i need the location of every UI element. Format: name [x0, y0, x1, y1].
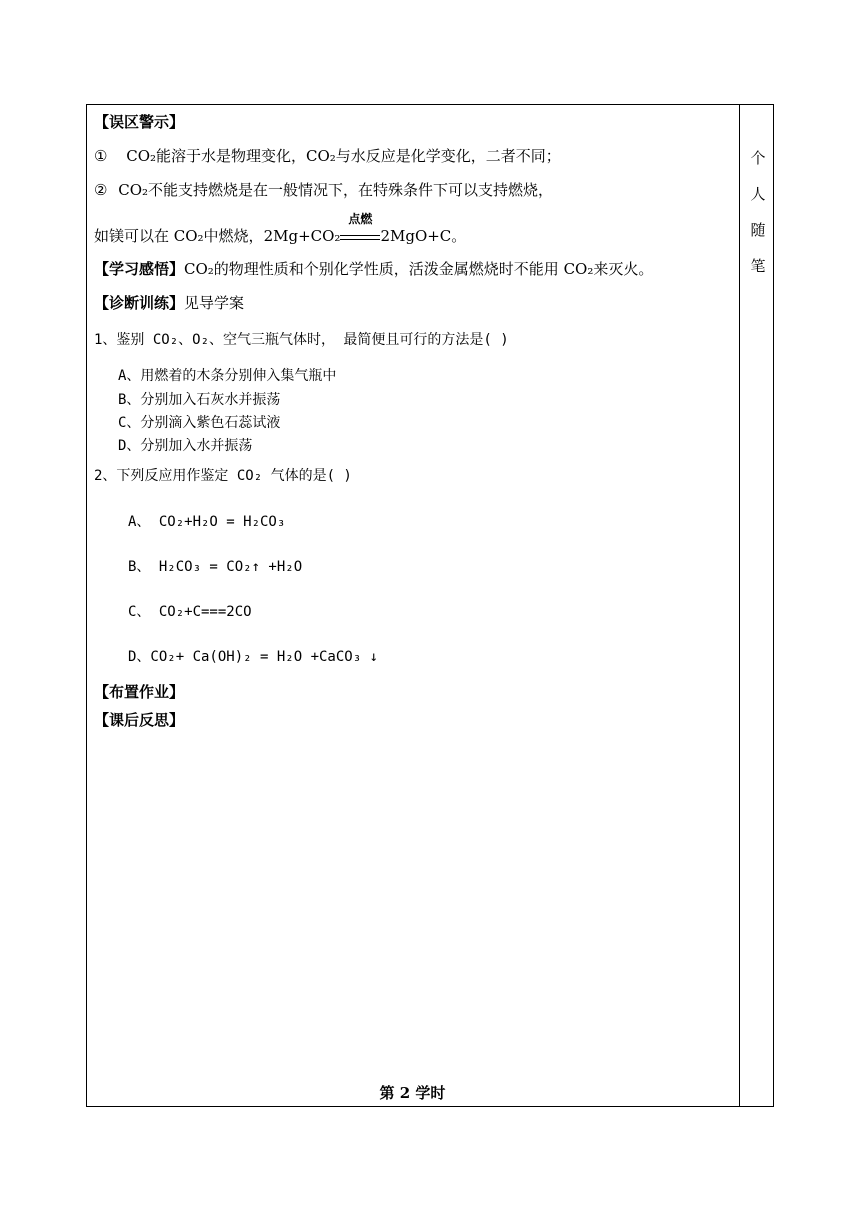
lesson-footer: 第 2 学时	[379, 1084, 446, 1102]
reaction-condition	[340, 212, 380, 247]
item-text: CO₂能溶于水是物理变化，CO₂与水反应是化学变化，二者不同；	[126, 147, 561, 165]
insight-title: 【学习感悟】	[94, 260, 185, 278]
insight-line	[94, 259, 653, 279]
question-1-stem: 1、鉴别 CO₂、O₂、空气三瓶气体时， 最简便且可行的方法是( )	[94, 332, 509, 348]
side-char: 人	[750, 185, 766, 203]
example-prefix: 如镁可以在 CO₂中燃烧，	[94, 227, 264, 245]
item-marker: ②	[94, 181, 108, 199]
side-char: 随	[750, 221, 766, 239]
item-text: CO₂不能支持燃烧是在一般情况下，在特殊条件下可以支持燃烧，	[118, 181, 554, 199]
question-1-option: A、用燃着的木条分别伸入集气瓶中	[118, 368, 337, 384]
warning-title: 【误区警示】	[94, 113, 185, 131]
question-2-option: C、 CO₂+C===2CO	[128, 604, 252, 620]
personal-notes-column	[745, 140, 771, 284]
item-marker: ①	[94, 147, 108, 165]
question-2-option: B、 H₂CO₃ = CO₂↑ +H₂O	[128, 559, 303, 575]
diagnosis-line	[94, 293, 244, 313]
question-2-option: D、CO₂+ Ca(OH)₂ = H₂O +CaCO₃ ↓	[128, 649, 379, 665]
side-char: 笔	[750, 257, 766, 275]
equation-right: 2MgO+C。	[380, 227, 467, 245]
question-1-option: D、分别加入水并振荡	[118, 438, 253, 454]
diagnosis-title: 【诊断训练】	[94, 294, 185, 312]
question-2-stem: 2、下列反应用作鉴定 CO₂ 气体的是( )	[94, 468, 352, 484]
question-1-option: C、分别滴入紫色石蕊试液	[118, 415, 281, 431]
condition-label: 点燃	[348, 212, 373, 226]
diagnosis-text: 见导学案	[184, 294, 245, 312]
reflection-title: 【课后反思】	[94, 711, 185, 729]
column-divider	[739, 104, 740, 1107]
warning-item-1	[94, 146, 561, 166]
side-char: 个	[750, 149, 766, 167]
question-2-option: A、 CO₂+H₂O = H₂CO₃	[128, 514, 286, 530]
insight-text: CO₂的物理性质和个别化学性质，活泼金属燃烧时不能用 CO₂来灭火。	[184, 260, 654, 278]
warning-example	[94, 212, 467, 247]
homework-title: 【布置作业】	[94, 683, 185, 701]
equation-left: 2Mg+CO₂	[263, 227, 341, 245]
question-1-option: B、分别加入石灰水并振荡	[118, 392, 281, 408]
warning-item-2	[94, 180, 553, 200]
